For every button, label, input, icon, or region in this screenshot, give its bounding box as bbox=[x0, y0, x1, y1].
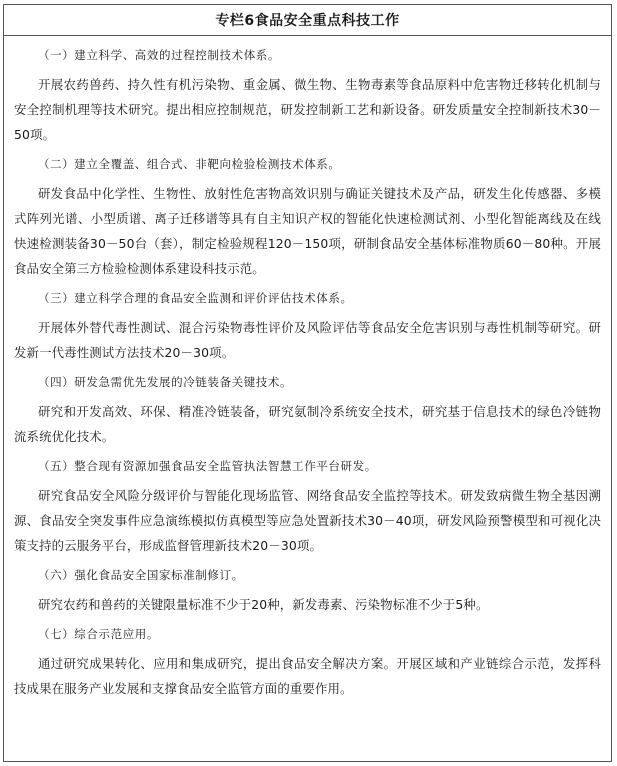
box-title: 专栏6食品安全重点科技工作 bbox=[4, 5, 611, 36]
section-6 bbox=[14, 563, 601, 617]
section-5 bbox=[14, 454, 601, 558]
section-heading: （二）建立全覆盖、组合式、非靶向检验检测技术体系。 bbox=[38, 157, 341, 171]
section-7 bbox=[14, 622, 601, 701]
section-1 bbox=[14, 43, 601, 147]
section-heading: （五）整合现有资源加强食品安全监管执法智慧工作平台研发。 bbox=[38, 459, 377, 473]
section-paragraph: 研究和开发高效、环保、精准冷链装备，研究氨制冷系统安全技术，研究基于信息技术的绿色冷链物流系统优化技术。 bbox=[14, 404, 601, 444]
box-body bbox=[4, 36, 611, 701]
section-4 bbox=[14, 370, 601, 449]
section-paragraph: 研究农药和兽药的关键限量标准不少于20种，新发毒素、污染物标准不少于5种。 bbox=[38, 597, 489, 612]
section-heading: （七）综合示范应用。 bbox=[38, 627, 159, 641]
section-heading: （三）建立科学合理的食品安全监测和评价评估技术体系。 bbox=[38, 291, 353, 305]
section-paragraph: 开展农药兽药、持久性有机污染物、重金属、微生物、生物毒素等食品原料中危害物迁移转化机制与安全控制机理等技术研究。提出相应控制规范，研发控制新工艺和新设备。研发质量安全控制新技术30－50项。 bbox=[14, 77, 601, 142]
section-paragraph: 通过研究成果转化、应用和集成研究，提出食品安全解决方案。开展区域和产业链综合示范，发挥科技成果在服务产业发展和支撑食品安全监管方面的重要作用。 bbox=[14, 656, 601, 696]
section-paragraph: 开展体外替代毒性测试、混合污染物毒性评价及风险评估等食品安全危害识别与毒性机制等研究。研发新一代毒性测试方法技术20－30项。 bbox=[14, 320, 601, 360]
section-heading: （六）强化食品安全国家标准制修订。 bbox=[38, 568, 244, 582]
section-heading: （一）建立科学、高效的过程控制技术体系。 bbox=[38, 48, 280, 62]
section-heading: （四）研发急需优先发展的冷链装备关键技术。 bbox=[38, 375, 293, 389]
section-paragraph: 研发食品中化学性、生物性、放射性危害物高效识别与确证关键技术及产品，研发生化传感器、多模式阵列光谱、小型质谱、离子迁移谱等具有自主知识产权的智能化快速检测试剂、小型化智能离线及在线快速检测装备30－50台（套），制定检验规程120－150项，研制食品安全基体标准物质60－80种。开展食品安全第三方检验检测体系建设科技示范。 bbox=[14, 186, 601, 276]
section-paragraph: 研究食品安全风险分级评价与智能化现场监管、网络食品安全监控等技术。研发致病微生物全基因溯源、食品安全突发事件应急演练模拟仿真模型等应急处置新技术30－40项，研发风险预警模型和可视化决策支持的云服务平台，形成监督管理新技术20－30项。 bbox=[14, 488, 601, 553]
section-3 bbox=[14, 286, 601, 365]
section-2 bbox=[14, 152, 601, 281]
feature-box bbox=[3, 4, 612, 762]
